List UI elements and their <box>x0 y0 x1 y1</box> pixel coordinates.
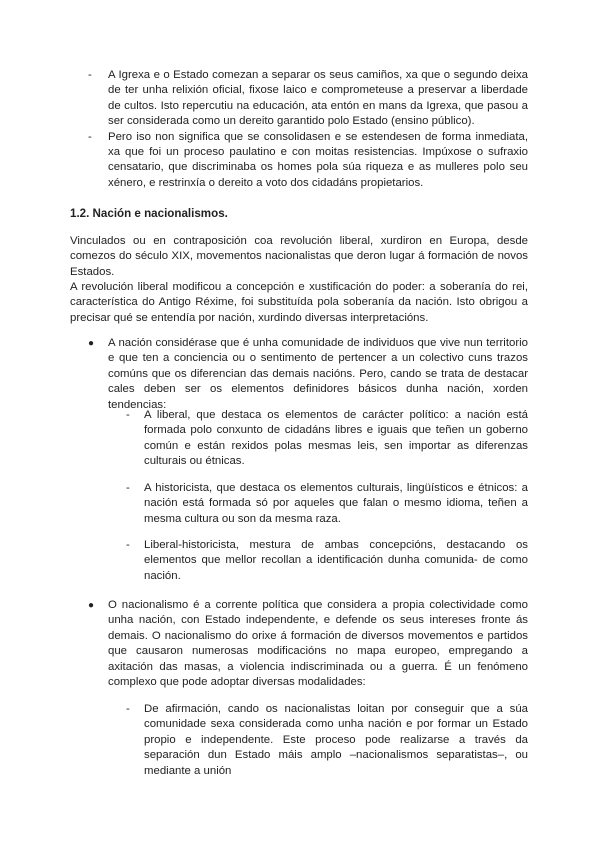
sub-item-text: Liberal-historicista, mestura de ambas concepcións, destacando os elementos que mellor recollan a identificación dunha comunida- de como nación. <box>144 539 528 582</box>
sub-item-text: A liberal, que destaca os elementos de carácter político: a nación está formada polo conxunto de cidadáns libres e iguais que teñen un goberno común e están rexidos polas mesmas leis, sen importar as diferenzas culturais ou étnicas. <box>144 409 528 468</box>
list-item <box>88 130 528 192</box>
dash-marker: - <box>126 703 130 715</box>
sub-item-affirmation <box>126 702 528 779</box>
sub-item-liberal <box>126 408 528 470</box>
sub-item-text: A historicista, que destaca os elementos culturais, lingüísticos e étnicos: a nación está formada só por aqueles que falan o mesmo idioma, teñen a mesma cultura ou son da mesma raza. <box>144 482 528 525</box>
bullet-item-nationalism <box>88 598 528 690</box>
bullet-item-nation <box>88 336 528 413</box>
sub-item-liberal-historicist <box>126 538 528 584</box>
bullet-marker: ● <box>88 338 95 349</box>
list-item-text: Pero iso non significa que se consolidasen e se estendesen de forma inmediata, xa que foi un proceso paulatino e con moitas resistencias. Impúxose o sufraxio censatario, que discriminaba os homes pola súa riqueza e as mulleres polo seu xénero, e restrinxía o dereito a voto dos cidadáns propietarios. <box>108 130 528 189</box>
list-item-text: A Igrexa e o Estado comezan a separar os seus camiños, xa que o segundo deixa de ter unha relixión oficial, fixose laico e comprometeuse a preservar a liberdade de cultos. Isto repercutiu na educación, ata entón en mans da Igrexa, que pasou a ser considerada como un dereito garantido polo Estado (ensino público). <box>108 69 528 128</box>
paragraph: Vinculados ou en contraposición coa revolución liberal, xurdiron en Europa, desde comezos do século XIX, movementos nacionalistas que deron lugar á formación de novos Estados. <box>70 235 528 278</box>
sub-item-historicist <box>126 481 528 527</box>
section-heading: 1.2. Nación e nacionalismos. <box>70 207 228 220</box>
dash-marker: - <box>88 69 92 81</box>
dash-marker: - <box>126 539 130 551</box>
sub-item-text: De afirmación, cando os nacionalistas loitan por conseguir que a súa comunidade sexa considerada como unha nación e por formar un Estado propio e independente. Este proceso pode realizarse a través da separación dun Estado máis amplo –nacionalismos separatistas–, ou mediante a unión <box>144 703 528 777</box>
bullet-text: A nación considérase que é unha comunidade de individuos que vive nun territorio e que ten a conciencia ou o sentimento de pertencer a un colectivo cuns trazos comúns que os diferencian das demais nacións. Pero, cando se trata de destacar cales deben ser os elementos definidores básicos dunha nación, xorden tendencias: <box>108 337 528 411</box>
list-item <box>88 68 528 130</box>
paragraph: A revolución liberal modificou a concepción e xustificación do poder: a soberanía do rei, característica do Antigo Réxime, foi substituída pola soberanía da nación. Isto obrigou a precisar qué se entendía por nación, xurdindo diversas interpretacións. <box>70 281 528 324</box>
bullet-marker: ● <box>88 600 95 611</box>
dash-marker: - <box>126 409 130 421</box>
dash-marker: - <box>88 130 92 143</box>
intro-list <box>88 68 528 191</box>
bullet-text: O nacionalismo é a corrente política que considera a propia colectividade como unha nación, con Estado independente, e defende os seus intereses fronte ás demais. O nacionalismo do orixe á formación de diversos movementos e partidos que causaron numerosas modificacións no mapa europeo, empregando a axitación das masas, a violencia indiscriminada ou a guerra. É un fenómeno complexo que pode adoptar diversas modalidades: <box>108 599 528 689</box>
dash-marker: - <box>126 482 130 494</box>
